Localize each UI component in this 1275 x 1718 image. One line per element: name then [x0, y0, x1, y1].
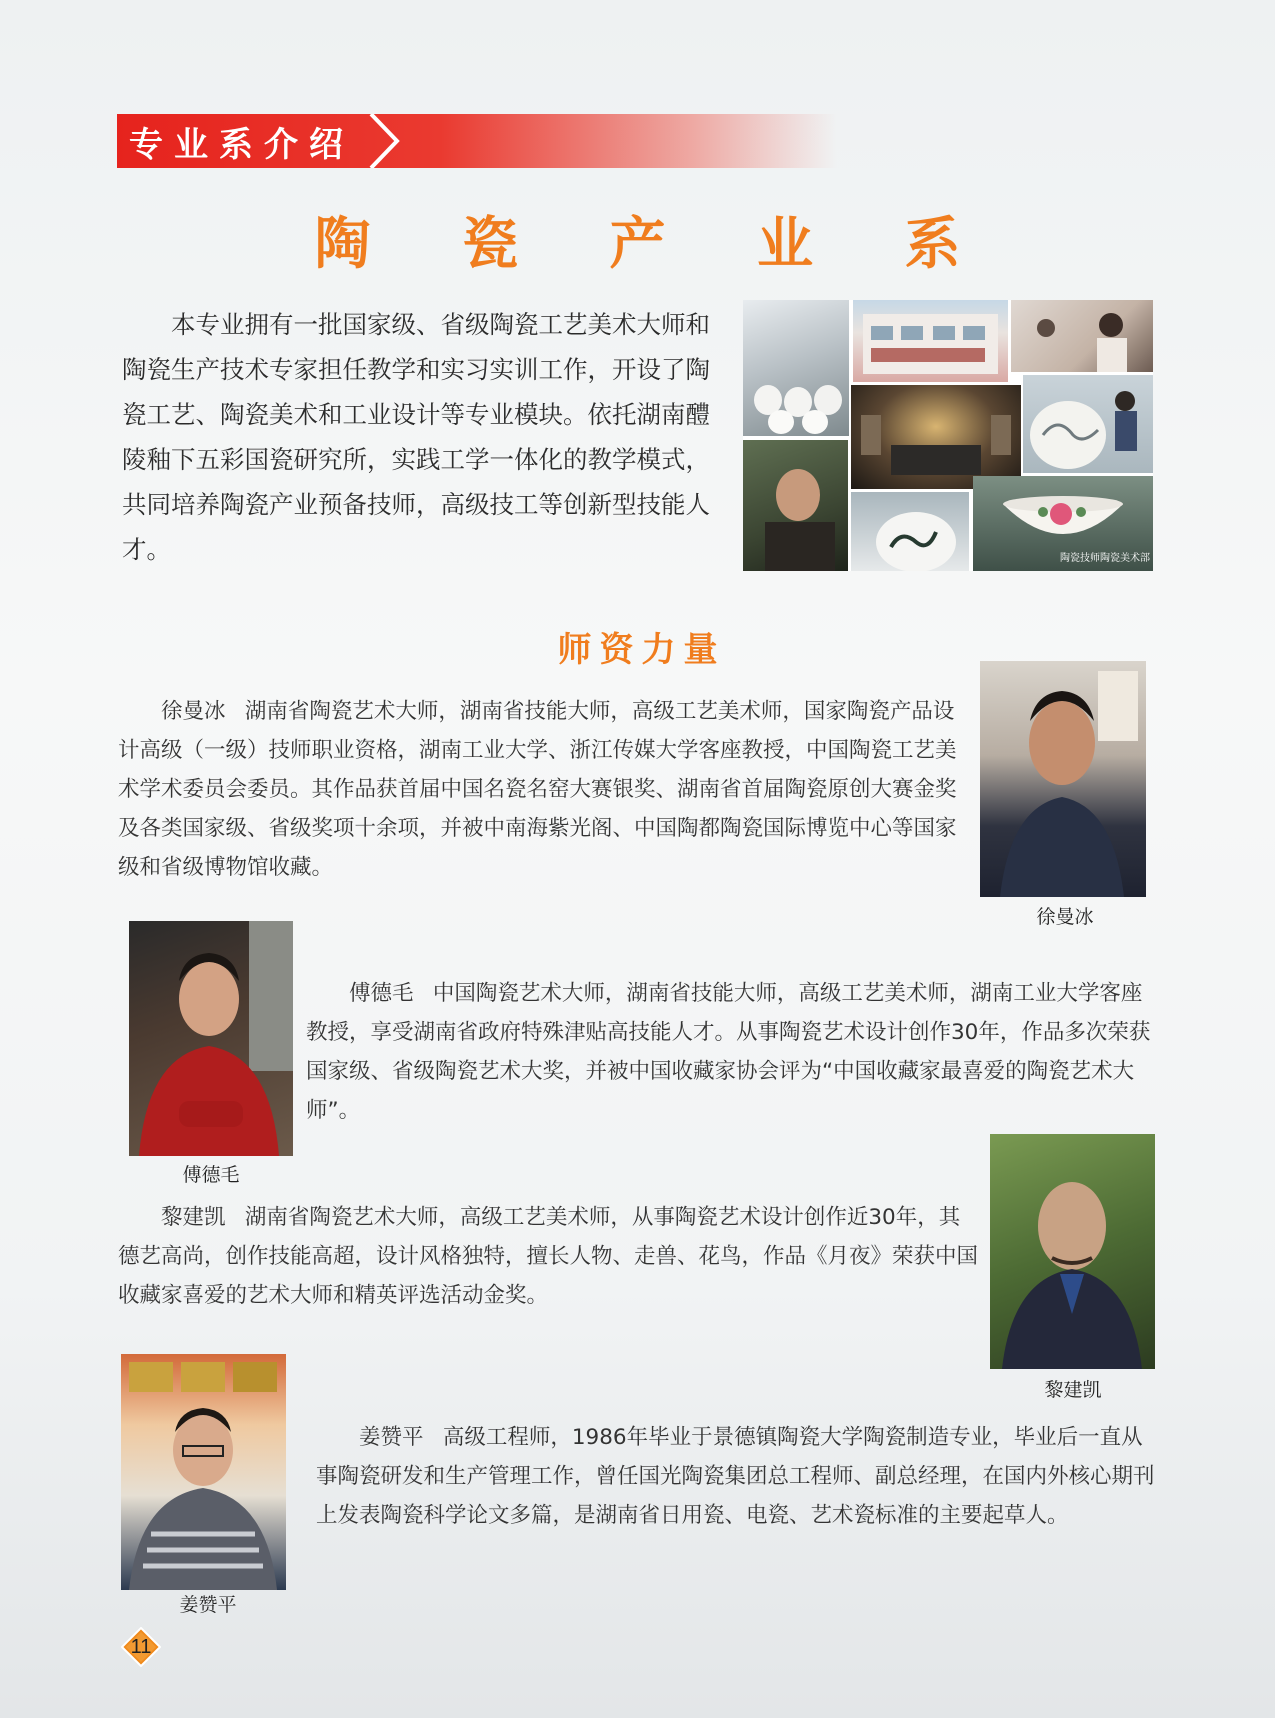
faculty-photo-4	[121, 1354, 286, 1590]
faculty-bio-text-1: 湖南省陶瓷艺术大师，湖南省技能大师，高级工艺美术师，国家陶瓷产品设计高级（一级）技师职业资格，湖南工业大学、浙江传媒大学客座教授，中国陶瓷工艺美术学术委员会委员。其作品获首届中国名瓷名窑大赛银奖、湖南省首届陶瓷原创大赛金奖及各类国家级、省级奖项十余项，并被中南海紫光阁、中国陶都陶瓷国际博览中心等国家级和省级博物馆收藏。	[118, 699, 957, 880]
collage-photo-painting-vase	[1023, 375, 1153, 473]
faculty-bio-text-4: 高级工程师，1986年毕业于景德镇陶瓷大学陶瓷制造专业，毕业后一直从事陶瓷研发和生产管理工作，曾任国光陶瓷集团总工程师、副总经理，在国内外核心期刊上发表陶瓷科学论文多篇，是湖南省日用瓷、电瓷、艺术瓷标准的主要起草人。	[316, 1425, 1155, 1528]
faculty-name-4: 姜赞平	[359, 1425, 424, 1450]
photo-collage	[743, 300, 1153, 571]
collage-photo-vase-painting	[851, 492, 969, 571]
faculty-caption-4: 姜赞平	[179, 1594, 237, 1616]
collage-photo-artist	[743, 440, 848, 571]
faculty-photo-3	[990, 1134, 1155, 1369]
faculty-name-2: 傅德毛	[349, 981, 414, 1006]
faculty-bio-1	[118, 692, 968, 887]
faculty-bio-3	[118, 1198, 978, 1315]
faculty-name-3: 黎建凯	[161, 1205, 226, 1230]
banner-label: 专业系介绍	[129, 124, 354, 165]
intro-paragraph: 本专业拥有一批国家级、省级陶瓷工艺美术大师和陶瓷生产技术专家担任教学和实习实训工作，开设了陶瓷工艺、陶瓷美术和工业设计等专业模块。依托湖南醴陵釉下五彩国瓷研究所，实践工学一体化的教学模式，共同培养陶瓷产业预备技师，高级技工等创新型技能人才。	[122, 310, 710, 564]
faculty-name-1: 徐曼冰	[161, 699, 226, 724]
faculty-caption-1: 徐曼冰	[1036, 906, 1094, 928]
faculty-caption-3: 黎建凯	[1044, 1379, 1102, 1401]
faculty-caption-2: 傅德毛	[182, 1164, 240, 1186]
page-number: 11	[130, 1636, 152, 1658]
faculty-bio-2	[306, 974, 1151, 1130]
collage-photo-building	[853, 300, 1008, 382]
page-title: 陶 瓷 产 业 系	[314, 212, 997, 277]
chevron-right-icon	[367, 114, 409, 168]
section-banner	[117, 114, 837, 168]
faculty-section-title: 师资力量	[557, 630, 726, 670]
faculty-bio-text-2: 中国陶瓷艺术大师，湖南省技能大师，高级工艺美术师，湖南工业大学客座教授，享受湖南省政府特殊津贴高技能人才。从事陶瓷艺术设计创作30年，作品多次荣获国家级、省级陶瓷艺术大奖，并被中国收藏家协会评为“中国收藏家最喜爱的陶瓷艺术大师”。	[306, 981, 1151, 1123]
faculty-photo-2	[129, 921, 293, 1156]
collage-watermark: 陶瓷技师陶瓷美术部	[1060, 553, 1150, 564]
collage-photo-studio	[1011, 300, 1153, 372]
collage-photo-workshop	[743, 300, 849, 436]
collage-photo-exhibition	[851, 385, 1021, 489]
faculty-photo-1	[980, 661, 1146, 897]
faculty-bio-text-3: 湖南省陶瓷艺术大师，高级工艺美术师，从事陶瓷艺术设计创作近30年，其德艺高尚，创作技能高超，设计风格独特，擅长人物、走兽、花鸟，作品《月夜》荣获中国收藏家喜爱的艺术大师和精英评选活动金奖。	[118, 1205, 979, 1308]
faculty-bio-4	[316, 1418, 1161, 1535]
